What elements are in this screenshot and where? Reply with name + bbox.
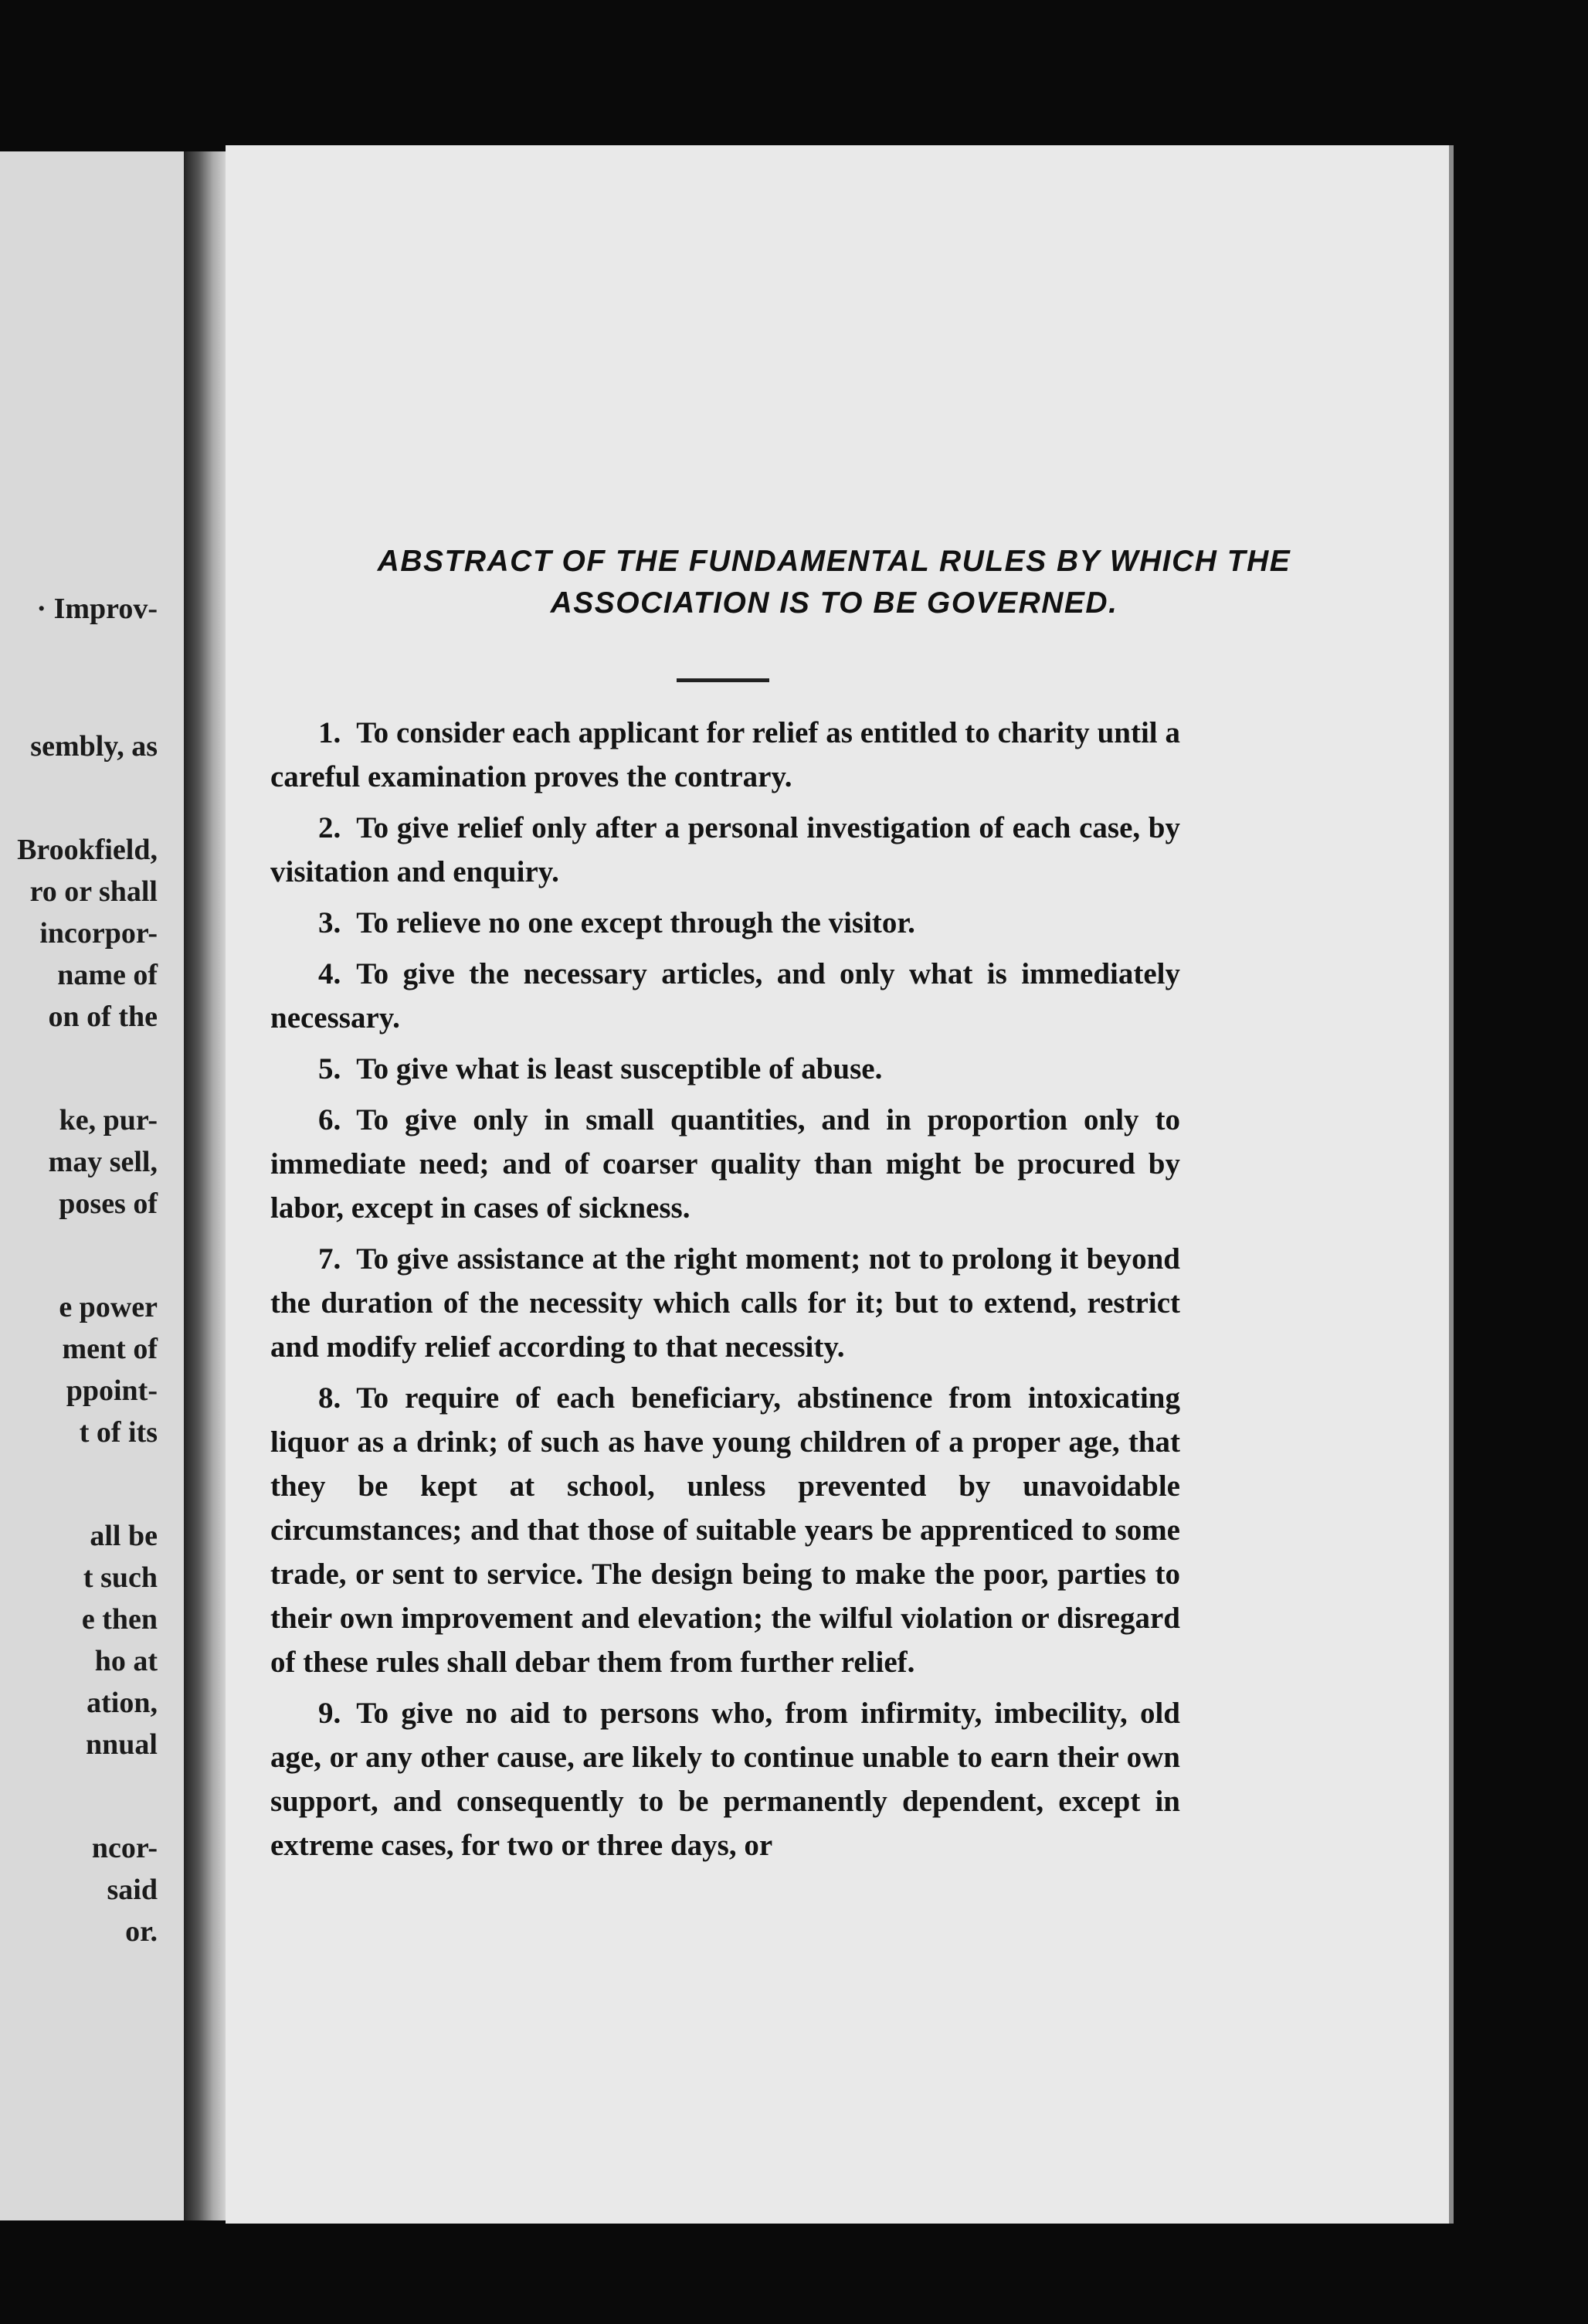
- rule-number: 9.: [318, 1697, 341, 1730]
- rule-item: [270, 1691, 1180, 1867]
- left-text-fragment: ment of: [62, 1333, 158, 1365]
- left-text-fragment: · Improv-: [36, 593, 158, 625]
- rule-item: [270, 952, 1180, 1040]
- rule-text: To give what is least susceptible of abuse.: [356, 1052, 883, 1086]
- left-text-fragment: t such: [83, 1561, 158, 1594]
- title-line: ASSOCIATION IS TO BE GOVERNED.: [550, 586, 1118, 620]
- rule-number: 3.: [318, 906, 341, 939]
- left-text-fragment: ation,: [87, 1687, 158, 1719]
- rule-item: [270, 1047, 1180, 1091]
- rule-item: [270, 806, 1180, 894]
- left-text-fragment: said: [107, 1874, 158, 1906]
- rule-text: To give only in small quantities, and in proportion only to immediate need; and of coarser quality than might be procured by labor, except in cases of sickness.: [270, 1103, 1180, 1225]
- left-text-fragment: or.: [125, 1915, 158, 1948]
- left-page: [0, 151, 192, 2220]
- rule-text: To give no aid to persons who, from infirmity, imbecility, old age, or any other cause, are likely to continue unable to earn their own support, and consequently to be permanently dependent, except in extreme cases, for two or three days, or: [270, 1697, 1180, 1862]
- left-text-fragment: ro or shall: [29, 875, 158, 908]
- left-text-fragment: e then: [81, 1603, 158, 1636]
- rule-number: 4.: [318, 957, 341, 990]
- left-text-fragment: poses of: [59, 1187, 158, 1220]
- left-text-fragment: ho at: [94, 1645, 158, 1677]
- left-text-fragment: Brookfield,: [17, 834, 158, 866]
- rule-text: To relieve no one except through the visitor.: [356, 906, 915, 939]
- rules-list: [270, 711, 1180, 1874]
- left-text-fragment: all be: [90, 1520, 158, 1552]
- divider: [677, 678, 769, 682]
- left-text-fragment: t of its: [79, 1416, 158, 1449]
- left-text-fragment: nnual: [86, 1728, 158, 1761]
- rule-text: To give relief only after a personal investigation of each case, by visitation and enquiry.: [270, 811, 1180, 888]
- rule-text: To consider each applicant for relief as entitled to charity until a careful examination proves the contrary.: [270, 716, 1180, 793]
- left-text-fragment: ppoint-: [66, 1374, 158, 1407]
- right-page: [226, 145, 1454, 2224]
- rule-text: To give assistance at the right moment; not to prolong it beyond the duration of the necessity which calls for it; but to extend, restrict and modify relief according to that necessity.: [270, 1242, 1180, 1364]
- left-text-fragment: incorpor-: [39, 917, 158, 950]
- rule-number: 1.: [318, 716, 341, 749]
- left-text-fragment: may sell,: [48, 1146, 158, 1178]
- book-spine: [184, 151, 226, 2220]
- rule-number: 8.: [318, 1381, 341, 1415]
- rule-number: 7.: [318, 1242, 341, 1276]
- rule-number: 2.: [318, 811, 341, 844]
- rule-number: 6.: [318, 1103, 341, 1137]
- left-text-fragment: on of the: [48, 1001, 158, 1033]
- left-text-fragment: sembly, as: [30, 730, 158, 763]
- left-text-fragment: ncor-: [91, 1832, 158, 1864]
- rule-item: [270, 901, 1180, 945]
- page-title: [266, 541, 1403, 624]
- rule-text: To give the necessary articles, and only what is immediately necessary.: [270, 957, 1180, 1035]
- title-line: ABSTRACT OF THE FUNDAMENTAL RULES BY WHICH THE: [377, 545, 1291, 578]
- page-edge: [1449, 145, 1454, 2224]
- left-text-fragment: name of: [57, 959, 158, 991]
- rule-item: [270, 1237, 1180, 1369]
- left-text-fragment: ke, pur-: [59, 1104, 158, 1137]
- rule-item: [270, 1098, 1180, 1230]
- rule-number: 5.: [318, 1052, 341, 1086]
- left-text-fragment: e power: [59, 1291, 158, 1323]
- rule-item: [270, 711, 1180, 799]
- rule-item: [270, 1376, 1180, 1684]
- rule-text: To require of each beneficiary, abstinence from intoxicating liquor as a drink; of such as have young children of a proper age, that they be kept at school, unless prevented by unavoidable circumstances; and that those of suitable years be apprenticed to some trade, or sent to service. The design being to make the poor, parties to their own improvement and elevation; the wilful violation or disregard of these rules shall debar them from further relief.: [270, 1381, 1180, 1679]
